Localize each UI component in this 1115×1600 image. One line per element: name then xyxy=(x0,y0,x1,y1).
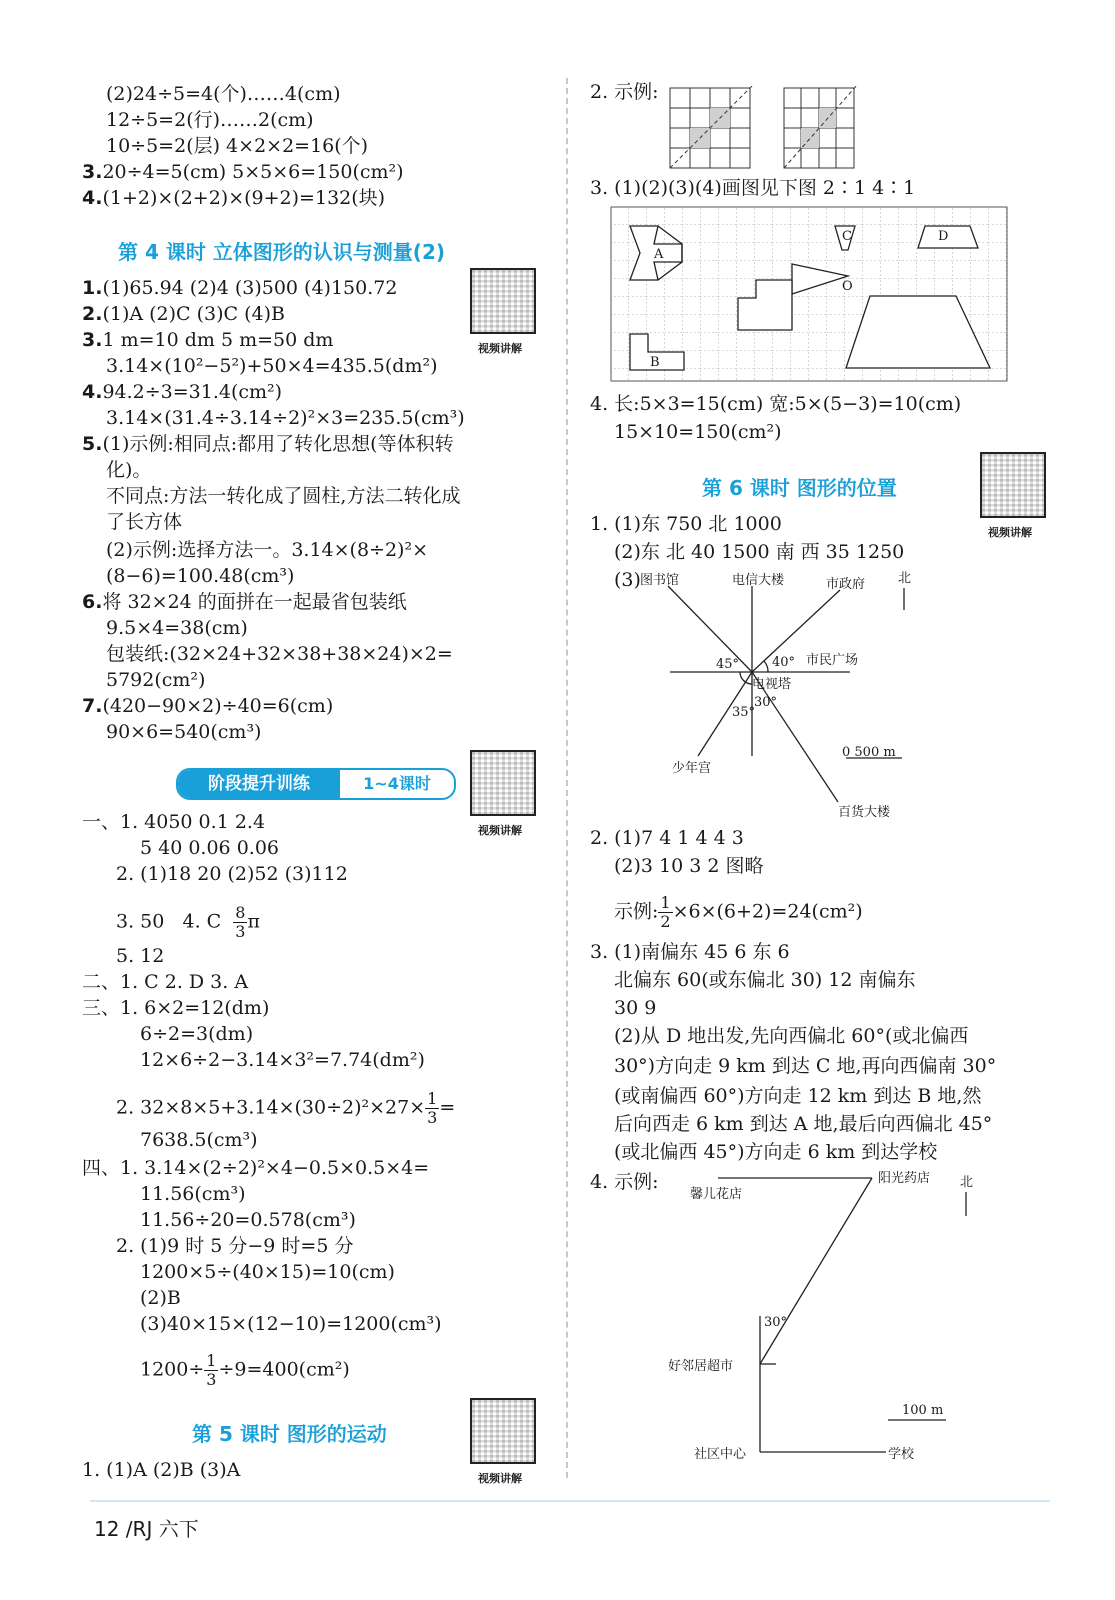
answer-line: 5 40 0.06 0.06 xyxy=(140,837,279,859)
answer-line: 2. 32×8×5+3.14×(30÷2)²×27× $\frac{1}{3}$ = xyxy=(116,1089,456,1127)
answer-line: 1200÷ $\frac{1}{3}$ ÷9=400(cm²) xyxy=(140,1351,350,1389)
page-footer: 12 /RJ 六下 xyxy=(94,1517,199,1541)
answer-line: (3) xyxy=(614,569,641,591)
answer-line: 3.1 m=10 dm 5 m=50 dm xyxy=(82,329,334,351)
answer-line: 90×6=540(cm³) xyxy=(106,721,262,743)
answer-3: 3.20÷4=5(cm) 5×5×6=150(cm²) xyxy=(82,161,404,183)
answer-line: (2)东 北 40 1500 南 西 35 1250 xyxy=(614,541,905,563)
answer-line: 12×6÷2−3.14×3²=7.74(dm²) xyxy=(140,1049,425,1071)
answer-line: 2. (1)7 4 1 4 4 3 xyxy=(590,827,744,849)
answer-line: 12÷5=2(行)……2(cm) xyxy=(106,109,314,131)
qr-code-icon[interactable] xyxy=(980,452,1046,518)
location-map-2 xyxy=(660,1166,990,1466)
answer-line: 北偏东 60(或东偏北 30) 12 南偏东 xyxy=(614,969,916,991)
qr-code-icon[interactable] xyxy=(470,750,536,816)
answer-line: 2. 示例: xyxy=(590,81,659,103)
qr-label: 视频讲解 xyxy=(478,342,522,355)
qr-label: 视频讲解 xyxy=(478,1472,522,1485)
map-angle: 30° xyxy=(754,695,778,710)
answer-line: 11.56(cm³) xyxy=(140,1183,246,1205)
answer-line: 3.14×(10²−5²)+50×4=435.5(dm²) xyxy=(106,355,438,377)
map-angle: 45° xyxy=(716,657,740,672)
qr-code-icon[interactable] xyxy=(470,268,536,334)
map-angle: 40° xyxy=(772,655,796,670)
answer-line: (3)40×15×(12−10)=1200(cm³) xyxy=(140,1313,442,1335)
answer-line: 5792(cm²) xyxy=(106,669,206,691)
figure-label-a: A xyxy=(654,247,664,262)
answer-line: 1. (1)A (2)B (3)A xyxy=(82,1459,241,1481)
map-center: 社区中心 xyxy=(694,1447,747,1462)
answer-line: 2.(1)A (2)C (3)C (4)B xyxy=(82,303,285,325)
answer-line: 4. 长:5×3=15(cm) 宽:5×(5−3)=10(cm) xyxy=(590,393,962,415)
transform-figure xyxy=(610,206,1008,382)
map-dept: 百货大楼 xyxy=(838,805,891,820)
answer-line: 6÷2=3(dm) xyxy=(140,1023,254,1045)
answer-line: 10÷5=2(层) 4×2×2=16(个) xyxy=(106,135,369,157)
stage-title: 阶段提升训练 xyxy=(178,770,340,798)
answer-line: (2)3 10 3 2 图略 xyxy=(614,855,764,877)
column-divider xyxy=(566,78,568,1478)
answer-line: 7638.5(cm³) xyxy=(140,1129,258,1151)
answer-line: 3. 50 4. C $\frac{8}{3}$ π xyxy=(116,903,260,941)
map-scale: 0 500 m xyxy=(842,745,896,760)
lesson-6-title: 第 6 课时 图形的位置 xyxy=(702,476,897,500)
figure-label-o: O xyxy=(842,279,853,294)
answer-line: (2)示例:选择方法一。3.14×(8÷2)²× xyxy=(106,539,428,561)
answer-line: 2. (1)18 20 (2)52 (3)112 xyxy=(116,863,348,885)
answer-line: (8−6)=100.48(cm³) xyxy=(106,565,295,587)
lesson-5-title: 第 5 课时 图形的运动 xyxy=(192,1422,387,1446)
answer-line: (2)B xyxy=(140,1287,181,1309)
answer-line: 三、1. 6×2=12(dm) xyxy=(82,997,270,1019)
answer-line: 二、1. C 2. D 3. A xyxy=(82,971,249,993)
symmetry-grids xyxy=(668,86,858,174)
answer-line: 2. (1)9 时 5 分−9 时=5 分 xyxy=(116,1235,354,1257)
answer-line: (或北偏西 45°)方向走 6 km 到达学校 xyxy=(614,1141,938,1163)
answer-line: 四、1. 3.14×(2÷2)²×4−0.5×0.5×4= xyxy=(82,1157,430,1179)
map-library: 图书馆 xyxy=(640,573,680,588)
answer-4: 4.(1+2)×(2+2)×(9+2)=132(块) xyxy=(82,187,386,209)
answer-line: (2)从 D 地出发,先向西偏北 60°(或北偏西 xyxy=(614,1025,969,1047)
answer-line: 5. 12 xyxy=(116,945,165,967)
answer-line: 9.5×4=38(cm) xyxy=(106,617,248,639)
map-market: 好邻居超市 xyxy=(668,1359,734,1374)
answer-line: 5.(1)示例:相同点:都用了转化思想(等体积转 xyxy=(82,433,454,455)
answer-line: 1.(1)65.94 (2)4 (3)500 (4)150.72 xyxy=(82,277,398,299)
map-plaza: 市民广场 xyxy=(806,653,859,668)
answer-line: 7.(420−90×2)÷40=6(cm) xyxy=(82,695,334,717)
stage-range: 1~4课时 xyxy=(363,774,431,793)
map-cityhall: 市政府 xyxy=(826,577,866,592)
map-telecom: 电信大楼 xyxy=(732,573,785,588)
answer-line: (或南偏西 60°)方向走 12 km 到达 B 地,然 xyxy=(614,1085,982,1107)
map-tvtower: 电视塔 xyxy=(752,677,792,692)
answer-line: 了长方体 xyxy=(106,511,183,533)
answer-line: 化)。 xyxy=(106,459,152,481)
answer-line: 4.94.2÷3=31.4(cm²) xyxy=(82,381,283,403)
answer-line: (2)24÷5=4(个)……4(cm) xyxy=(106,83,341,105)
qr-label: 视频讲解 xyxy=(478,824,522,837)
answer-line: 不同点:方法一转化成了圆柱,方法二转化成 xyxy=(106,485,461,507)
footer-rule xyxy=(90,1500,1050,1502)
location-map-1 xyxy=(640,566,940,826)
map-school: 学校 xyxy=(888,1447,915,1462)
answer-line: 30°)方向走 9 km 到达 C 地,再向西偏南 30° xyxy=(614,1055,997,1077)
answer-line: 3. (1)(2)(3)(4)画图见下图 2∶1 4∶1 xyxy=(590,177,916,199)
stage-training-banner xyxy=(176,768,456,800)
answer-line: 4. 示例: xyxy=(590,1171,659,1193)
figure-label-b: B xyxy=(650,355,660,370)
figure-label-c: C xyxy=(842,229,852,244)
map-youth: 少年宫 xyxy=(672,761,712,776)
answer-line: 15×10=150(cm²) xyxy=(614,421,782,443)
qr-label: 视频讲解 xyxy=(988,526,1032,539)
answer-line: 3. (1)南偏东 45 6 东 6 xyxy=(590,941,790,963)
map-scale: 100 m xyxy=(902,1403,944,1418)
qr-code-icon[interactable] xyxy=(470,1398,536,1464)
answer-line: 示例: $\frac{1}{2}$ ×6×(6+2)=24(cm²) xyxy=(614,893,863,931)
answer-line: 6.将 32×24 的面拼在一起最省包装纸 xyxy=(82,591,407,613)
map-flower: 馨儿花店 xyxy=(690,1187,743,1202)
answer-line: 3.14×(31.4÷3.14÷2)²×3=235.5(cm³) xyxy=(106,407,465,429)
answer-line: 一、1. 4050 0.1 2.4 xyxy=(82,811,266,833)
map-north: 北 xyxy=(898,571,912,586)
answer-line: 11.56÷20=0.578(cm³) xyxy=(140,1209,356,1231)
map-pharmacy: 阳光药店 xyxy=(878,1171,931,1186)
answer-line: 1. (1)东 750 北 1000 xyxy=(590,513,782,535)
answer-line: 包装纸:(32×24+32×38+38×24)×2= xyxy=(106,643,453,665)
map-angle: 30° xyxy=(764,1315,788,1330)
map-north: 北 xyxy=(960,1175,974,1190)
figure-label-d: D xyxy=(938,229,949,244)
answer-line: 后向西走 6 km 到达 A 地,最后向西偏北 45° xyxy=(614,1113,993,1135)
map-angle: 35° xyxy=(732,705,756,720)
answer-line: 30 9 xyxy=(614,997,657,1019)
answer-line: 1200×5÷(40×15)=10(cm) xyxy=(140,1261,395,1283)
lesson-4-title: 第 4 课时 立体图形的认识与测量(2) xyxy=(118,240,446,264)
